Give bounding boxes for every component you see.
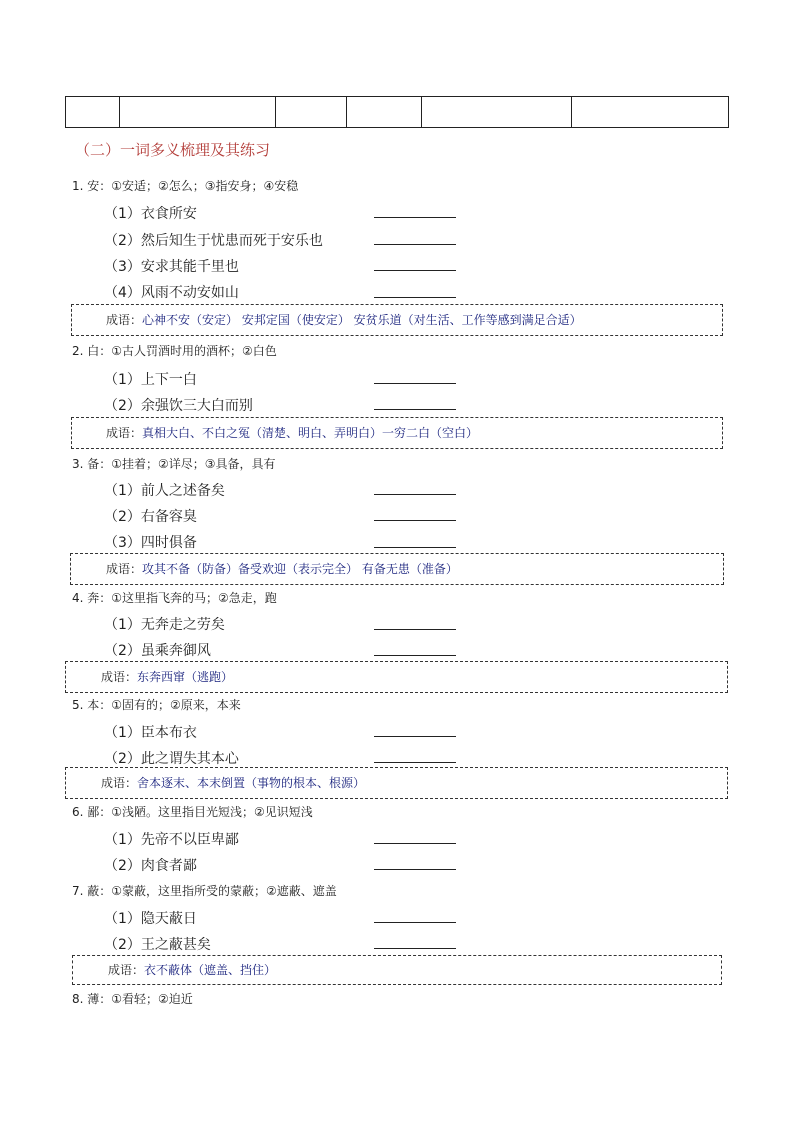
idiom-box: 成语：衣不蔽体（遮盖、挡住）: [72, 955, 722, 985]
answer-blank[interactable]: [374, 762, 456, 763]
idiom-box: 成语：舍本逐末、本末倒置（事物的根本、根源）: [65, 767, 728, 799]
entry-heading: 4. 奔：①这里指飞奔的马；②急走，跑: [72, 591, 277, 605]
entry-heading: 5. 本：①固有的；②原来，本来: [72, 698, 241, 712]
exercise-item: （1）无奔走之劳矣: [104, 617, 225, 633]
answer-blank[interactable]: [374, 409, 456, 410]
exercise-item: （1）上下一白: [104, 372, 197, 388]
exercise-item: （1）隐天蔽日: [104, 911, 197, 927]
answer-blank[interactable]: [374, 547, 456, 548]
answer-blank[interactable]: [374, 736, 456, 737]
exercise-item: （2）余强饮三大白而别: [104, 398, 253, 414]
idiom-box: 成语：心神不安（安定） 安邦定国（使安定） 安贫乐道（对生活、工作等感到满足合适）: [71, 304, 723, 336]
answer-blank[interactable]: [374, 297, 456, 298]
answer-blank[interactable]: [374, 655, 456, 656]
exercise-item: （2）然后知生于忧患而死于安乐也: [104, 233, 323, 249]
table-cell: [422, 97, 572, 128]
table-cell: [66, 97, 120, 128]
answer-blank[interactable]: [374, 922, 456, 923]
entry-heading: 2. 白：①古人罚酒时用的酒杯；②白色: [72, 344, 277, 358]
answer-blank[interactable]: [374, 869, 456, 870]
table-row: [66, 97, 729, 128]
entry-heading: 7. 蔽：①蒙蔽，这里指所受的蒙蔽；②遮蔽、遮盖: [72, 884, 337, 898]
exercise-item: （2）王之蔽甚矣: [104, 937, 211, 953]
section-title: （二）一词多义梳理及其练习: [75, 141, 271, 159]
exercise-item: （1）前人之述备矣: [104, 483, 225, 499]
table-cell: [572, 97, 729, 128]
exercise-item: （4）风雨不动安如山: [104, 285, 239, 301]
exercise-item: （1）臣本布衣: [104, 725, 197, 741]
exercise-item: （2）肉食者鄙: [104, 858, 197, 874]
exercise-item: （3）四时俱备: [104, 535, 197, 551]
answer-blank[interactable]: [374, 843, 456, 844]
idiom-box: 成语：攻其不备（防备）备受欢迎（表示完全） 有备无患（准备）: [70, 553, 724, 585]
table-cell: [120, 97, 276, 128]
answer-blank[interactable]: [374, 494, 456, 495]
table-cell: [347, 97, 422, 128]
answer-blank[interactable]: [374, 520, 456, 521]
exercise-item: （1）先帝不以臣卑鄙: [104, 832, 239, 848]
answer-blank[interactable]: [374, 948, 456, 949]
entry-heading: 8. 薄：①看轻；②迫近: [72, 992, 193, 1006]
idiom-box: 成语：东奔西窜（逃跑）: [65, 661, 728, 693]
exercise-item: （3）安求其能千里也: [104, 259, 239, 275]
answer-blank[interactable]: [374, 244, 456, 245]
idiom-box: 成语：真相大白、不白之冤（清楚、明白、弄明白）一穷二白（空白）: [71, 417, 723, 449]
entry-heading: 1. 安：①安适；②怎么；③指安身；④安稳: [72, 179, 299, 193]
answer-blank[interactable]: [374, 383, 456, 384]
exercise-item: （2）右备容臭: [104, 509, 197, 525]
exercise-item: （2）虽乘奔御风: [104, 643, 211, 659]
table-cell: [276, 97, 347, 128]
entry-heading: 6. 鄙：①浅陋。这里指目光短浅；②见识短浅: [72, 805, 313, 819]
entry-heading: 3. 备：①挂着；②详尽；③具备，具有: [72, 457, 276, 471]
answer-blank[interactable]: [374, 629, 456, 630]
header-table: [65, 96, 729, 128]
answer-blank[interactable]: [374, 270, 456, 271]
exercise-item: （2）此之谓失其本心: [104, 751, 239, 767]
exercise-item: （1）衣食所安: [104, 206, 197, 222]
answer-blank[interactable]: [374, 217, 456, 218]
